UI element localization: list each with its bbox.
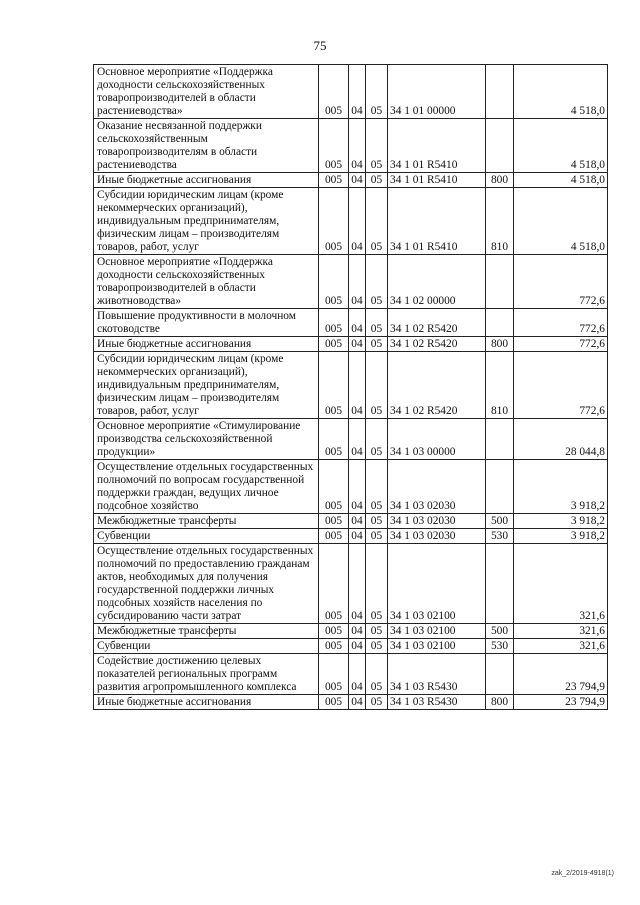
target-article-code: 34 1 03 00000 xyxy=(388,419,486,460)
section-code: 04 xyxy=(349,624,366,639)
subsection-code: 05 xyxy=(366,624,388,639)
section-code: 04 xyxy=(349,639,366,654)
budget-table-body xyxy=(94,65,608,710)
expense-type-code: 800 xyxy=(486,695,514,710)
subsection-code: 05 xyxy=(366,255,388,309)
amount: 4 518,0 xyxy=(514,119,608,173)
section-code: 04 xyxy=(349,654,366,695)
expense-type-code xyxy=(486,309,514,337)
table-row xyxy=(94,309,608,337)
amount: 3 918,2 xyxy=(514,529,608,544)
subsection-code: 05 xyxy=(366,419,388,460)
section-code: 04 xyxy=(349,309,366,337)
amount: 321,6 xyxy=(514,639,608,654)
department-code: 005 xyxy=(319,419,349,460)
department-code: 005 xyxy=(319,173,349,188)
department-code: 005 xyxy=(319,352,349,419)
expense-type-code: 800 xyxy=(486,173,514,188)
expense-type-code: 800 xyxy=(486,337,514,352)
target-article-code: 34 1 03 02100 xyxy=(388,624,486,639)
section-code: 04 xyxy=(349,119,366,173)
row-name: Иные бюджетные ассигнования xyxy=(94,337,319,352)
target-article-code: 34 1 02 R5420 xyxy=(388,309,486,337)
table-row xyxy=(94,695,608,710)
table-row xyxy=(94,514,608,529)
target-article-code: 34 1 03 02100 xyxy=(388,639,486,654)
amount: 4 518,0 xyxy=(514,65,608,119)
section-code: 04 xyxy=(349,337,366,352)
department-code: 005 xyxy=(319,119,349,173)
budget-table xyxy=(93,64,608,710)
department-code: 005 xyxy=(319,460,349,514)
row-name: Оказание несвязанной поддержки сельскохозяйственным товаропроизводителям в области растениеводства xyxy=(94,119,319,173)
target-article-code: 34 1 02 R5420 xyxy=(388,352,486,419)
subsection-code: 05 xyxy=(366,173,388,188)
row-name: Основное мероприятие «Стимулирование производства сельскохозяйственной продукции» xyxy=(94,419,319,460)
amount: 3 918,2 xyxy=(514,514,608,529)
table-row xyxy=(94,639,608,654)
table-row xyxy=(94,173,608,188)
table-row xyxy=(94,65,608,119)
target-article-code: 34 1 02 R5420 xyxy=(388,337,486,352)
subsection-code: 05 xyxy=(366,188,388,255)
department-code: 005 xyxy=(319,337,349,352)
target-article-code: 34 1 01 R5410 xyxy=(388,119,486,173)
expense-type-code: 530 xyxy=(486,639,514,654)
amount: 28 044,8 xyxy=(514,419,608,460)
department-code: 005 xyxy=(319,188,349,255)
amount: 321,6 xyxy=(514,544,608,624)
table-row xyxy=(94,352,608,419)
table-row xyxy=(94,119,608,173)
row-name: Осуществление отдельных государственных полномочий по вопросам государственной поддержки граждан, ведущих личное подсобное хозяйство xyxy=(94,460,319,514)
target-article-code: 34 1 01 R5410 xyxy=(388,173,486,188)
department-code: 005 xyxy=(319,514,349,529)
amount: 4 518,0 xyxy=(514,188,608,255)
section-code: 04 xyxy=(349,255,366,309)
target-article-code: 34 1 02 00000 xyxy=(388,255,486,309)
row-name: Субвенции xyxy=(94,529,319,544)
expense-type-code: 500 xyxy=(486,624,514,639)
expense-type-code xyxy=(486,460,514,514)
amount: 772,6 xyxy=(514,255,608,309)
amount: 23 794,9 xyxy=(514,654,608,695)
expense-type-code: 810 xyxy=(486,188,514,255)
target-article-code: 34 1 03 R5430 xyxy=(388,695,486,710)
table-row xyxy=(94,654,608,695)
row-name: Содействие достижению целевых показателей региональных программ развития агропромышленного комплекса xyxy=(94,654,319,695)
document-code: zak_2/2019-4918(1) xyxy=(551,870,614,877)
department-code: 005 xyxy=(319,654,349,695)
target-article-code: 34 1 03 02030 xyxy=(388,460,486,514)
target-article-code: 34 1 03 02030 xyxy=(388,529,486,544)
amount: 4 518,0 xyxy=(514,173,608,188)
amount: 23 794,9 xyxy=(514,695,608,710)
row-name: Повышение продуктивности в молочном скотоводстве xyxy=(94,309,319,337)
subsection-code: 05 xyxy=(366,654,388,695)
section-code: 04 xyxy=(349,65,366,119)
section-code: 04 xyxy=(349,529,366,544)
target-article-code: 34 1 03 02030 xyxy=(388,514,486,529)
department-code: 005 xyxy=(319,309,349,337)
expense-type-code: 810 xyxy=(486,352,514,419)
section-code: 04 xyxy=(349,352,366,419)
subsection-code: 05 xyxy=(366,639,388,654)
subsection-code: 05 xyxy=(366,514,388,529)
subsection-code: 05 xyxy=(366,529,388,544)
subsection-code: 05 xyxy=(366,309,388,337)
amount: 772,6 xyxy=(514,337,608,352)
target-article-code: 34 1 03 R5430 xyxy=(388,654,486,695)
page-number: 75 xyxy=(313,38,327,53)
expense-type-code: 500 xyxy=(486,514,514,529)
section-code: 04 xyxy=(349,419,366,460)
amount: 772,6 xyxy=(514,352,608,419)
row-name: Субсидии юридическим лицам (кроме некоммерческих организаций), индивидуальным предпринимателям, физическим лицам – производителям товаров, работ, услуг xyxy=(94,352,319,419)
section-code: 04 xyxy=(349,460,366,514)
expense-type-code xyxy=(486,544,514,624)
department-code: 005 xyxy=(319,639,349,654)
department-code: 005 xyxy=(319,695,349,710)
amount: 3 918,2 xyxy=(514,460,608,514)
expense-type-code xyxy=(486,255,514,309)
expense-type-code: 530 xyxy=(486,529,514,544)
table-row xyxy=(94,188,608,255)
department-code: 005 xyxy=(319,65,349,119)
target-article-code: 34 1 01 R5410 xyxy=(388,188,486,255)
section-code: 04 xyxy=(349,514,366,529)
row-name: Осуществление отдельных государственных полномочий по предоставлению гражданам актов, необходимых для получения государственной поддержки личных подсобных хозяйств населения по субсидированию части затрат xyxy=(94,544,319,624)
section-code: 04 xyxy=(349,173,366,188)
subsection-code: 05 xyxy=(366,544,388,624)
row-name: Основное мероприятие «Поддержка доходности сельскохозяйственных товаропроизводителей в области растениеводства» xyxy=(94,65,319,119)
department-code: 005 xyxy=(319,255,349,309)
table-row xyxy=(94,624,608,639)
table-row xyxy=(94,544,608,624)
target-article-code: 34 1 03 02100 xyxy=(388,544,486,624)
subsection-code: 05 xyxy=(366,460,388,514)
department-code: 005 xyxy=(319,529,349,544)
row-name: Иные бюджетные ассигнования xyxy=(94,173,319,188)
subsection-code: 05 xyxy=(366,65,388,119)
table-row xyxy=(94,337,608,352)
table-row xyxy=(94,255,608,309)
row-name: Иные бюджетные ассигнования xyxy=(94,695,319,710)
row-name: Межбюджетные трансферты xyxy=(94,514,319,529)
amount: 772,6 xyxy=(514,309,608,337)
subsection-code: 05 xyxy=(366,695,388,710)
section-code: 04 xyxy=(349,188,366,255)
row-name: Межбюджетные трансферты xyxy=(94,624,319,639)
amount: 321,6 xyxy=(514,624,608,639)
table-row xyxy=(94,460,608,514)
table-row xyxy=(94,529,608,544)
row-name: Субсидии юридическим лицам (кроме некоммерческих организаций), индивидуальным предпринимателям, физическим лицам – производителям товаров, работ, услуг xyxy=(94,188,319,255)
subsection-code: 05 xyxy=(366,337,388,352)
expense-type-code xyxy=(486,654,514,695)
department-code: 005 xyxy=(319,544,349,624)
row-name: Субвенции xyxy=(94,639,319,654)
expense-type-code xyxy=(486,65,514,119)
row-name: Основное мероприятие «Поддержка доходности сельскохозяйственных товаропроизводителей в области животноводства» xyxy=(94,255,319,309)
section-code: 04 xyxy=(349,695,366,710)
subsection-code: 05 xyxy=(366,119,388,173)
target-article-code: 34 1 01 00000 xyxy=(388,65,486,119)
subsection-code: 05 xyxy=(366,352,388,419)
expense-type-code xyxy=(486,119,514,173)
section-code: 04 xyxy=(349,544,366,624)
table-row xyxy=(94,419,608,460)
department-code: 005 xyxy=(319,624,349,639)
expense-type-code xyxy=(486,419,514,460)
